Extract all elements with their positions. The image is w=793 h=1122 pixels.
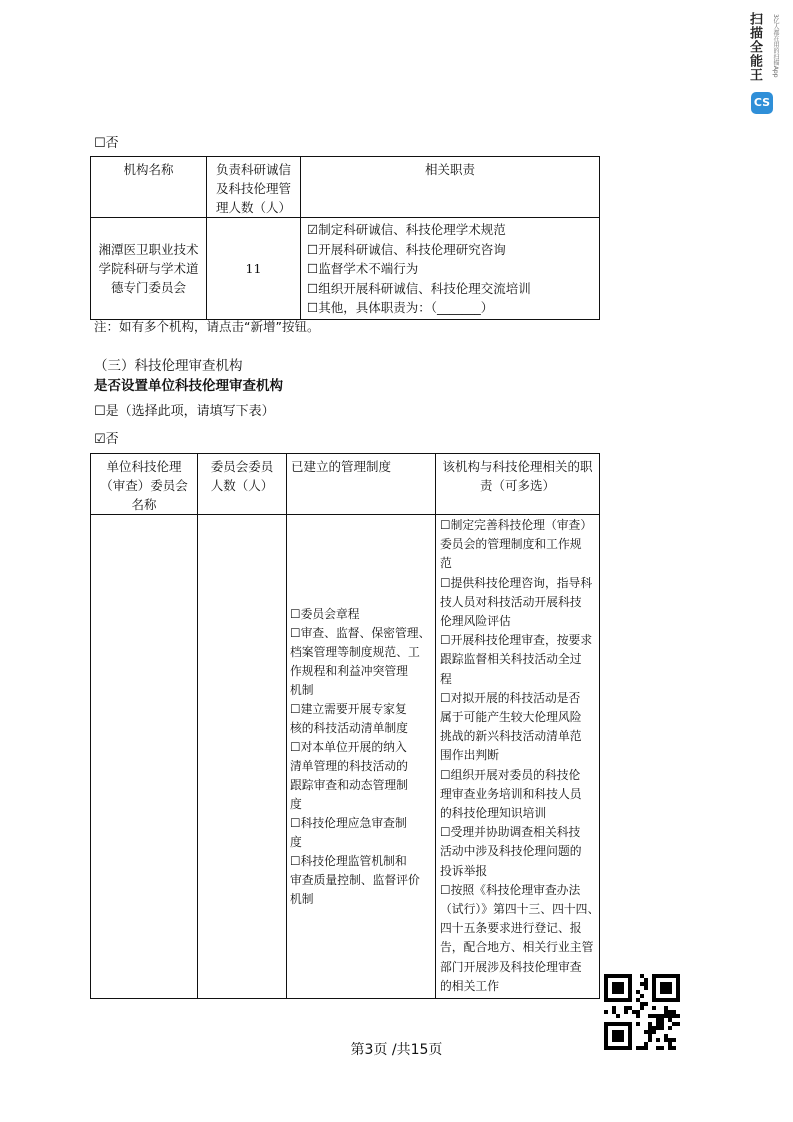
page-number: 第3页 /共15页 (350, 1042, 443, 1058)
committee-name-cell (91, 515, 198, 999)
system-item-cont: 度 (290, 796, 302, 811)
system-item-cont: 作规程和利益冲突管理 (290, 663, 408, 678)
committee-duty-item[interactable]: ☐对拟开展的科技活动是否 (440, 690, 581, 705)
institution-table (90, 156, 600, 320)
committee-duty-cont: 活动中涉及科技伦理问题的 (440, 844, 582, 859)
duty-checkbox-other[interactable]: ☐其他，具体职责为：（_______） (307, 300, 494, 315)
table-note: 注：如有多个机构，请点击“新增”按钮。 (94, 319, 320, 334)
committee-duty-item[interactable]: ☐组织开展对委员的科技伦 (440, 767, 581, 782)
committee-duty-cont: 部门开展涉及科技伦理审查 (440, 959, 582, 974)
duties-cell (301, 218, 600, 320)
committee-duty-item[interactable]: ☐制定完善科技伦理（审查） (440, 518, 593, 532)
top-option-no[interactable]: ☐否 (94, 136, 119, 151)
committee-duty-item[interactable]: ☐按照《科技伦理审查办法 (440, 882, 581, 897)
member-count-cell (198, 515, 287, 999)
watermark-logo: CS (751, 92, 773, 114)
committee-duty-item[interactable]: ☐提供科技伦理咨询，指导科 (440, 575, 593, 590)
header-manager-count: 负责科研诚信 及科技伦理管 理人数（人） (207, 157, 301, 218)
system-item-cont: 清单管理的科技活动的 (290, 758, 408, 773)
committee-duty-cont: 的科技伦理知识培训 (440, 806, 547, 821)
option-no[interactable]: ☑否 (94, 432, 119, 447)
system-item-cont: 机制 (290, 682, 314, 697)
committee-duty-cont: 挑战的新兴科技活动清单范 (440, 729, 582, 744)
committee-duty-cont: 技人员对科技活动开展科技 (440, 594, 582, 609)
header-institution-name: 机构名称 (91, 157, 207, 218)
header-committee-name: 单位科技伦理 （审查）委员会 名称 (91, 454, 198, 515)
option-yes[interactable]: ☐是（选择此项，请填写下表） (94, 404, 275, 419)
manager-count-cell: 11 (207, 218, 301, 320)
committee-duty-item[interactable]: ☐受理并协助调查相关科技 (440, 825, 581, 840)
qr-code-icon (604, 974, 680, 1050)
committee-duty-cont: 程 (440, 671, 452, 686)
system-item-cont: 核的科技活动清单制度 (290, 720, 408, 735)
system-item-cont: 机制 (290, 891, 314, 906)
committee-duty-cont: 伦理风险评估 (440, 614, 511, 629)
duty-checkbox-1[interactable]: ☑制定科研诚信、科技伦理学术规范 (307, 222, 506, 237)
committee-duty-cont: 跟踪监督相关科技活动全过 (440, 652, 582, 667)
committee-duty-cont: 理审查业务培训和科技人员 (440, 786, 582, 801)
system-item-cont: 跟踪审查和动态管理制 (290, 777, 408, 792)
committee-duty-cont: （试行）》第四十三、四十四、 (440, 902, 600, 917)
header-systems: 已建立的管理制度 (287, 454, 436, 515)
system-item[interactable]: ☐建立需要开展专家复 (290, 701, 407, 716)
committee-duty-cont: 属于可能产生较大伦理风险 (440, 710, 582, 725)
system-item[interactable]: ☐科技伦理应急审查制 (290, 815, 407, 830)
system-item[interactable]: ☐对本单位开展的纳入 (290, 739, 407, 754)
system-item-cont: 审查质量控制、监督评价 (290, 872, 420, 887)
header-committee-duties: 该机构与科技伦理相关的职 责（可多选） (436, 454, 600, 515)
system-item[interactable]: ☐审查、监督、保密管理、 (290, 625, 431, 640)
committee-duty-cont: 委员会的管理制度和工作规 (440, 537, 582, 552)
section-title: （三）科技伦理审查机构 (94, 358, 243, 374)
committee-duty-cont: 的相关工作 (440, 978, 499, 993)
duty-checkbox-4[interactable]: ☐组织开展科研诚信、科技伦理交流培训 (307, 280, 531, 296)
duty-checkbox-2[interactable]: ☐开展科研诚信、科技伦理研究咨询 (307, 241, 506, 257)
system-item-cont: 度 (290, 834, 302, 849)
committee-duty-cont: 四十五条要求进行登记、报 (440, 921, 582, 936)
scanner-watermark (747, 8, 785, 118)
duty-checkbox-3[interactable]: ☐监督学术不端行为 (307, 261, 419, 276)
system-item-cont: 档案管理等制度规范、工 (290, 644, 420, 659)
committee-duty-cont: 范 (440, 556, 452, 571)
watermark-name: 扫描全能王 (747, 12, 762, 82)
section-question: 是否设置单位科技伦理审查机构 (94, 378, 283, 394)
ethics-committee-table (90, 453, 600, 999)
committee-duties-cell (436, 515, 600, 999)
committee-duty-cont: 告，配合地方、相关行业主管 (440, 940, 594, 955)
system-item[interactable]: ☐科技伦理监管机制和 (290, 853, 407, 868)
committee-duty-cont: 围作出判断 (440, 748, 499, 763)
systems-cell (287, 515, 436, 999)
header-duties: 相关职责 (301, 157, 600, 218)
institution-name-cell: 湘潭医卫职业技术 学院科研与学术道 德专门委员会 (91, 218, 207, 320)
committee-duty-cont: 投诉举报 (440, 863, 488, 878)
system-item[interactable]: ☐委员会章程 (290, 606, 360, 621)
committee-duty-item[interactable]: ☐开展科技伦理审查，按要求 (440, 633, 593, 648)
header-member-count: 委员会委员 人数（人） (198, 454, 287, 515)
watermark-tagline: 3亿人都在用的扫描App (772, 14, 779, 78)
